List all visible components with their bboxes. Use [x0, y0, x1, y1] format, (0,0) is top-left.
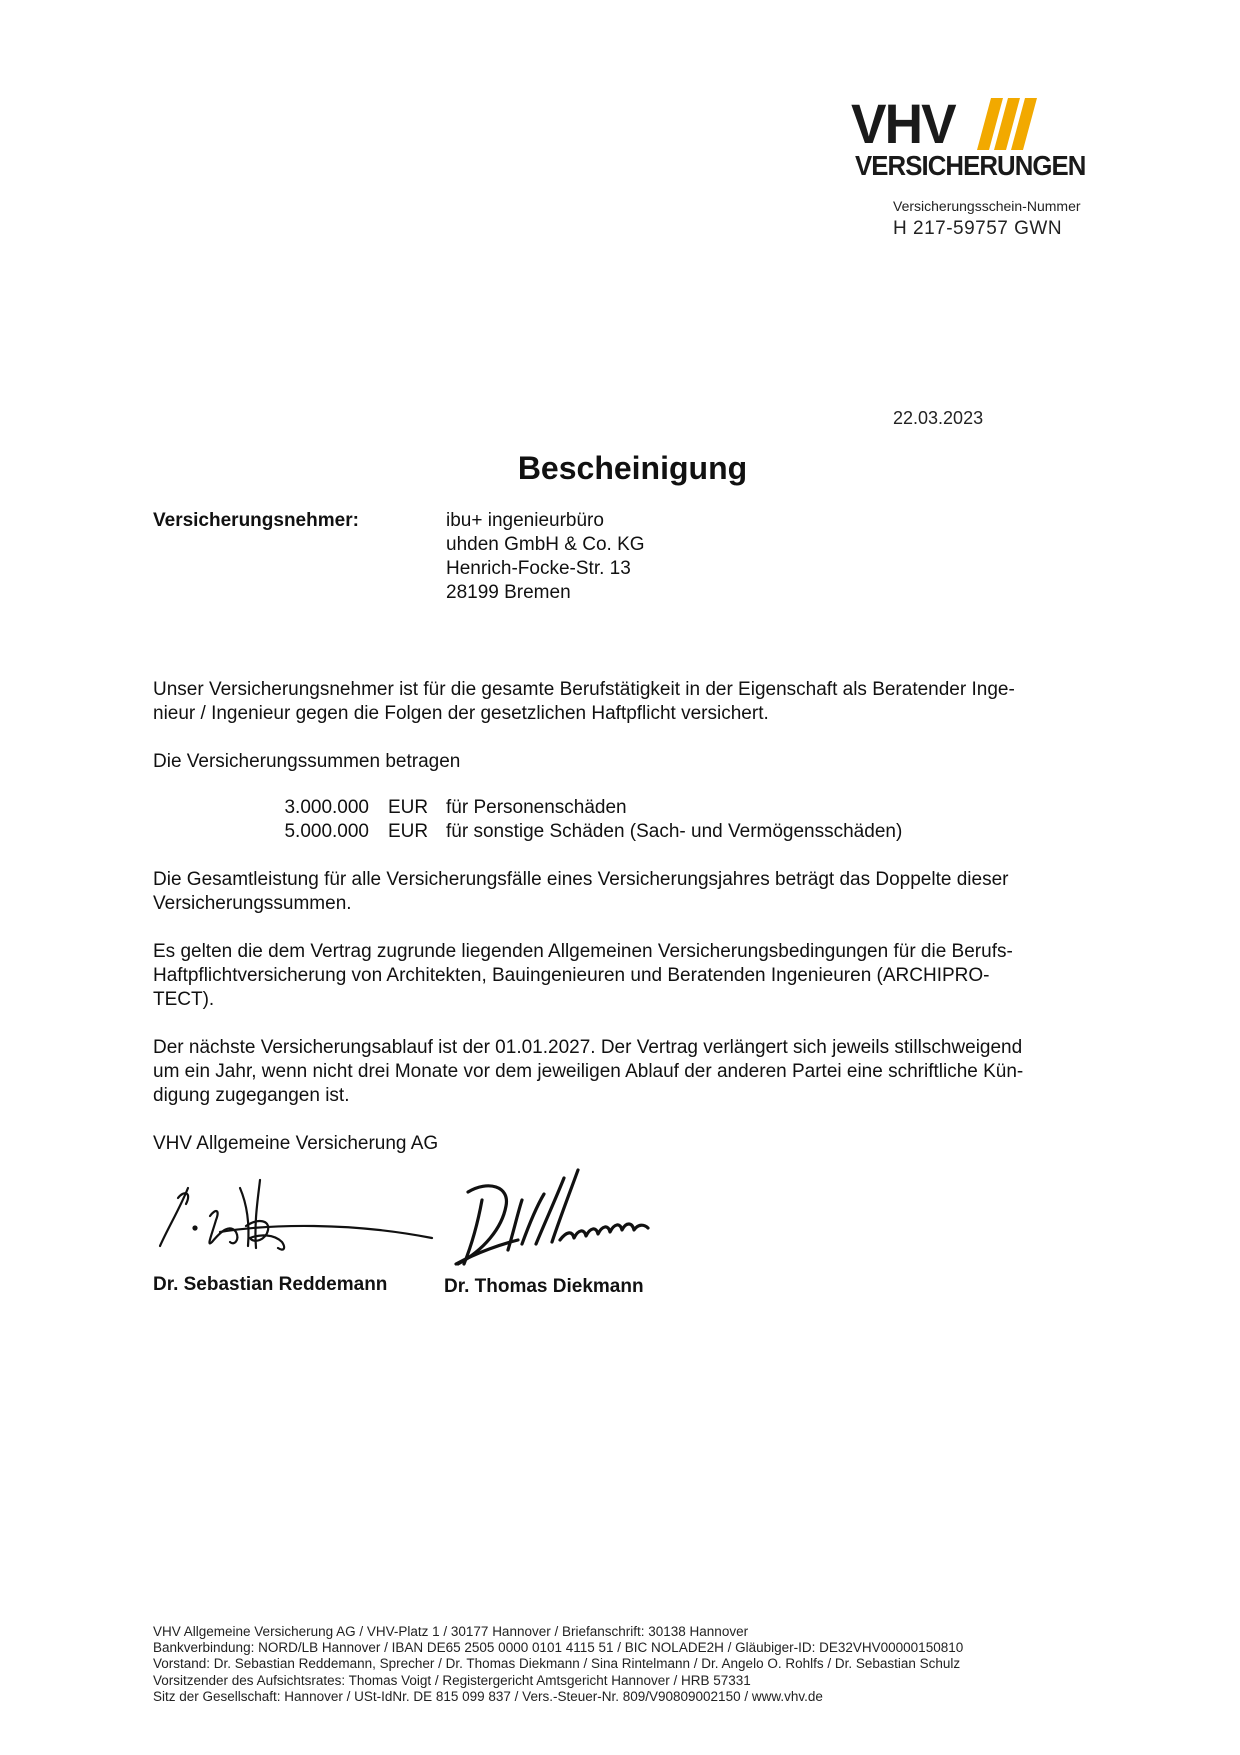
signer-name: Dr. Sebastian Reddemann: [153, 1274, 388, 1295]
paragraph-line: Unser Versicherungsnehmer ist für die gesamte Berufstätigkeit in der Eigenschaft als Beratender Inge-: [153, 679, 1015, 700]
paragraph-line: digung zugegangen ist.: [153, 1085, 350, 1106]
paragraph-line: Die Versicherungssummen betragen: [153, 751, 461, 772]
sum-row: [276, 796, 976, 820]
sums-intro: [153, 750, 1113, 774]
sum-amount: 3.000.000: [284, 797, 369, 818]
policy-holder-address: [446, 509, 645, 605]
company-name: VHV Allgemeine Versicherung AG: [153, 1133, 439, 1154]
coverage-paragraph: [153, 678, 1113, 726]
paragraph-line: Haftpflichtversicherung von Architekten, Bauingenieuren und Beratenden Ingenieuren (ARCHIPRO-: [153, 965, 990, 986]
paragraph-line: Der nächste Versicherungsablauf ist der 01.01.2027. Der Vertrag verlängert sich jeweils stillschweigend: [153, 1037, 1023, 1058]
expiry-paragraph: [153, 1036, 1113, 1108]
document-date: 22.03.2023: [893, 408, 984, 428]
document-title: Bescheinigung: [517, 450, 748, 486]
address-line: uhden GmbH & Co. KG: [446, 534, 645, 555]
footer-line: Sitz der Gesellschaft: Hannover / USt-IdNr. DE 815 099 837 / Vers.-Steuer-Nr. 809/V90809002150 / www.vhv.de: [153, 1688, 823, 1704]
footer-line: VHV Allgemeine Versicherung AG / VHV-Platz 1 / 30177 Hannover / Briefanschrift: 30138 Hannover: [153, 1624, 749, 1639]
sum-description: für sonstige Schäden (Sach- und Vermögensschäden): [446, 821, 903, 842]
signer-name: Dr. Thomas Diekmann: [444, 1276, 644, 1297]
logo-stripes-icon: [977, 98, 1037, 150]
sum-currency: EUR: [388, 821, 429, 842]
footer-line: Vorsitzender des Aufsichtsrates: Thomas Voigt / Registergericht Amtsgericht Hannover / HRB 57331: [153, 1672, 751, 1688]
signature-diekmann-icon: [448, 1160, 668, 1270]
policy-number-label: Versicherungsschein-Nummer: [893, 198, 1081, 214]
paragraph-line: Es gelten die dem Vertrag zugrunde liegenden Allgemeinen Versicherungsbedingungen für die Berufs-: [153, 941, 1013, 962]
sum-currency: EUR: [388, 797, 429, 818]
signature-reddemann-icon: [150, 1168, 440, 1258]
conditions-paragraph: [153, 940, 1113, 1012]
address-line: Henrich-Focke-Str. 13: [446, 558, 631, 579]
logo-subtitle: VERSICHERUNGEN: [855, 150, 1086, 181]
vhv-logo: [851, 92, 1091, 181]
paragraph-line: nieur / Ingenieur gegen die Folgen der gesetzlichen Haftpflicht versichert.: [153, 703, 769, 724]
paragraph-line: um ein Jahr, wenn nicht drei Monate vor dem jeweiligen Ablauf der anderen Partei eine schriftliche Kün-: [153, 1061, 1024, 1082]
aggregate-paragraph: [153, 868, 1113, 916]
sum-description: für Personenschäden: [446, 797, 627, 818]
address-line: ibu+ ingenieurbüro: [446, 510, 604, 531]
policy-number: H 217-59757 GWN: [893, 218, 1063, 239]
logo-wordmark: VHV: [851, 92, 955, 155]
paragraph-line: Die Gesamtleistung für alle Versicherungsfälle eines Versicherungsjahres beträgt das Doppelte dieser: [153, 869, 1009, 890]
sum-row: [276, 820, 976, 844]
sum-amount: 5.000.000: [284, 821, 369, 842]
address-line: 28199 Bremen: [446, 582, 571, 603]
paragraph-line: TECT).: [153, 989, 215, 1010]
policy-holder-label: Versicherungsnehmer:: [153, 510, 359, 531]
footer-line: Bankverbindung: NORD/LB Hannover / IBAN DE65 2505 0000 0101 4115 51 / BIC NOLADE2H / Gläubiger-ID: DE32VHV00000150810: [153, 1640, 964, 1656]
footer-line: Vorstand: Dr. Sebastian Reddemann, Sprecher / Dr. Thomas Diekmann / Sina Rintelmann / Dr. Angelo O. Rohlfs / Dr. Sebastian Schulz: [153, 1656, 961, 1672]
letter-footer: [153, 1624, 963, 1705]
paragraph-line: Versicherungssummen.: [153, 893, 352, 914]
